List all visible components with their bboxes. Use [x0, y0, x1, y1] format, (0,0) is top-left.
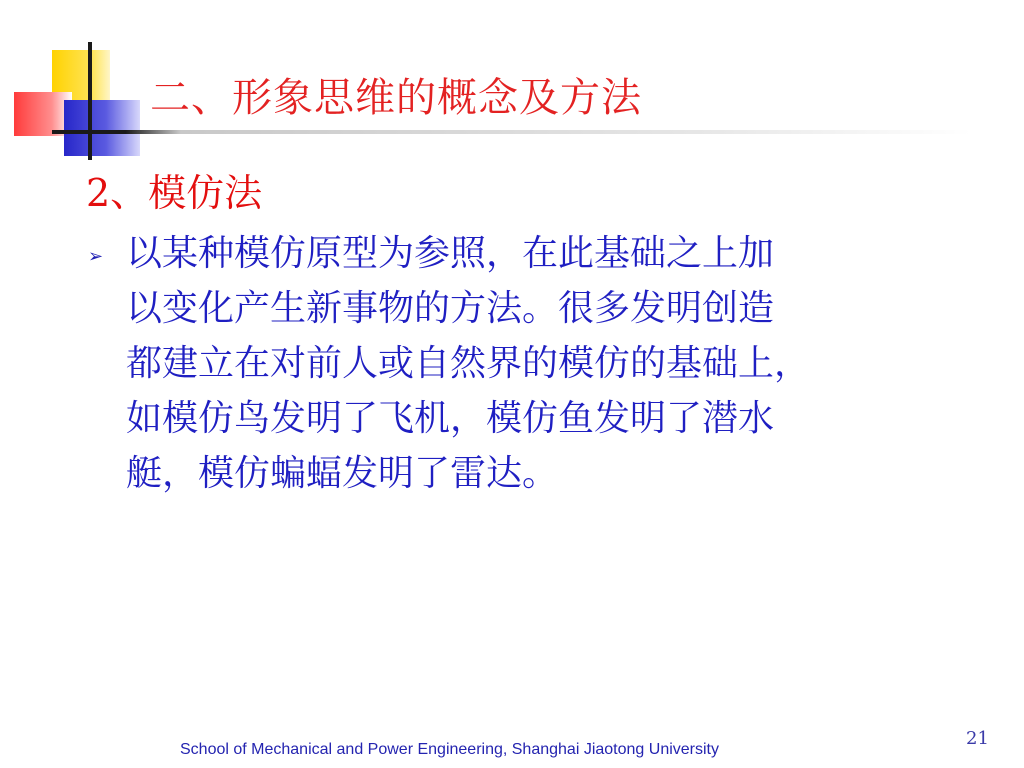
bullet-text-line: 如模仿鸟发明了飞机，模仿鱼发明了潜水 — [126, 398, 775, 439]
decoration-vertical-line — [88, 42, 92, 160]
bullet-text-line: 以变化产生新事物的方法。很多发明创造 — [126, 288, 775, 329]
bullet-text-line: 都建立在对前人或自然界的模仿的基础上， — [126, 343, 811, 384]
decoration-blue-square — [64, 100, 140, 156]
bullet-text-line: 艇，模仿蝙蝠发明了雷达。 — [126, 453, 559, 494]
bullet-arrow-icon: ➢ — [88, 246, 104, 267]
footer-institution: School of Mechanical and Power Engineering, Shanghai Jiaotong University — [180, 741, 719, 758]
slide-title: 二、形象思维的概念及方法 — [150, 75, 642, 121]
section-heading: 2、模仿法 — [86, 171, 263, 215]
title-underline — [52, 130, 972, 134]
page-number: 21 — [966, 728, 989, 749]
bullet-text-line: 以某种模仿原型为参照，在此基础之上加 — [126, 233, 775, 274]
